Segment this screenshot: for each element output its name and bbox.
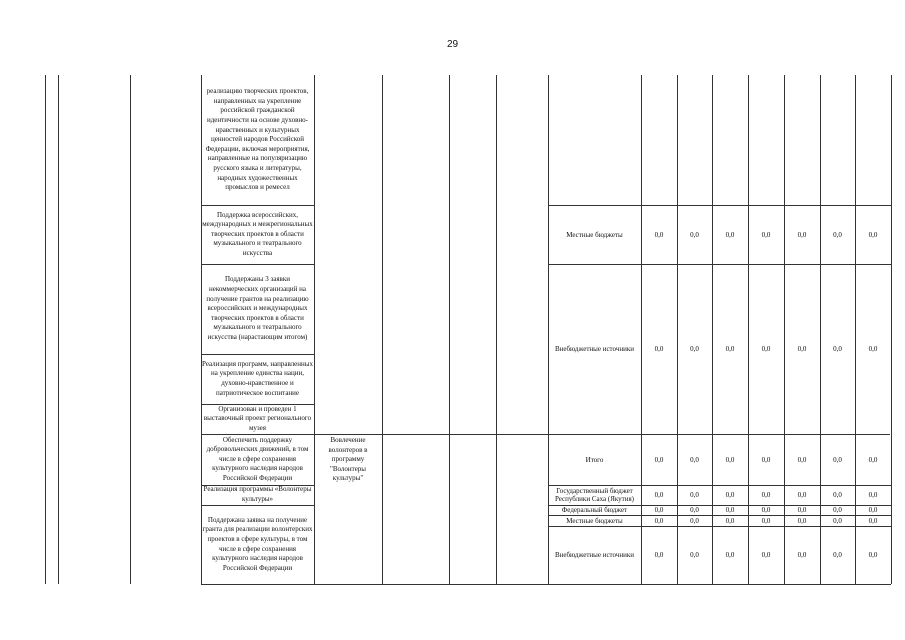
source-label: Местные бюджеты	[566, 516, 623, 525]
amount-cell: 0,0	[761, 516, 771, 525]
amount-cell: 0,0	[725, 455, 735, 464]
amount-cell: 0,0	[797, 506, 807, 514]
result-cell-8: Поддержана заявка на получение гранта для реализации волонтерских проектов в сфере культуры, в том числе в сфере сохранения культурного наследия народов Российской Федерации	[202, 515, 313, 572]
amount-cell: 0,0	[654, 345, 664, 353]
result-cell-5: Организован и проведен 1 выставочный проект регионального музея	[203, 404, 312, 432]
amount-cell: 0,0	[868, 455, 878, 464]
amount-cell: 0,0	[833, 455, 842, 464]
amount-cell: 0,0	[725, 491, 735, 499]
amount-cell: 0,0	[654, 551, 664, 559]
amount-cell: 0,0	[761, 491, 771, 499]
amount-cell: 0,0	[761, 345, 771, 353]
amount-cell: 0,0	[797, 491, 807, 499]
result-cell-4: Реализация программ, направленных на укрепление единства нации, духовно-нравственное и патриотическое воспитание	[202, 359, 313, 397]
amount-cell: 0,0	[833, 506, 842, 514]
amount-cell: 0,0	[797, 455, 807, 464]
result-cell-6: Обеспечить поддержку добровольческих движений, в том числе в сфере сохранения культурного наследия народов Российской Федерации	[206, 435, 309, 482]
amount-cell: 0,0	[833, 491, 842, 499]
result-cell-2: Поддержка всероссийских, международных и межрегиональных творческих проектов в области музыкального и театрального искусства	[202, 210, 313, 257]
result-cell-3: Поддержаны 3 заявки некоммерческих организаций на получение грантов на реализацию всероссийских и международных творческих проектов в области музыкального и театрального искусства (нарастающим итогом)	[206, 275, 309, 341]
amount-cell: 0,0	[797, 551, 807, 559]
amount-cell: 0,0	[690, 491, 699, 499]
amount-cell: 0,0	[654, 506, 664, 514]
amount-cell: 0,0	[761, 506, 771, 514]
amount-cell: 0,0	[725, 230, 735, 239]
amount-cell: 0,0	[690, 230, 699, 239]
amount-cell: 0,0	[797, 345, 807, 353]
amount-cell: 0,0	[833, 230, 842, 239]
amount-cell: 0,0	[868, 491, 878, 499]
amount-cell: 0,0	[797, 230, 807, 239]
amount-cell: 0,0	[690, 551, 699, 559]
amount-cell: 0,0	[833, 551, 842, 559]
amount-cell: 0,0	[690, 516, 699, 525]
source-label: Федеральный бюджет	[561, 506, 628, 514]
amount-cell: 0,0	[654, 455, 664, 464]
source-label: Внебюджетные источники	[554, 345, 635, 353]
amount-cell: 0,0	[690, 345, 699, 353]
amount-cell: 0,0	[690, 506, 699, 514]
source-label: Местные бюджеты	[566, 230, 623, 239]
amount-cell: 0,0	[868, 506, 878, 514]
amount-cell: 0,0	[761, 551, 771, 559]
amount-cell: 0,0	[868, 345, 878, 353]
amount-cell: 0,0	[725, 506, 735, 514]
amount-cell: 0,0	[654, 516, 664, 525]
amount-cell: 0,0	[725, 345, 735, 353]
result-cell-1: реализацию творческих проектов, направленных на укрепление российской гражданской идентичности на основе духовно-нравственных и культурных ценностей народов Российской Федерации, включая мероприятия, направленные на популяризацию русского языка и литературы, народных художественных промыслов и ремесел	[205, 87, 310, 192]
amount-cell: 0,0	[833, 516, 842, 525]
amount-cell: 0,0	[868, 516, 878, 525]
source-label: Государственный бюджет Республики Саха (Якутия)	[554, 487, 635, 503]
source-label: Итого	[585, 455, 604, 464]
page-number: 29	[446, 39, 459, 50]
amount-cell: 0,0	[654, 491, 664, 499]
amount-cell: 0,0	[654, 230, 664, 239]
source-label: Внебюджетные источники	[554, 551, 635, 559]
amount-cell: 0,0	[725, 551, 735, 559]
amount-cell: 0,0	[761, 230, 771, 239]
result-cell-7: Реализация программы «Волонтеры культуры»	[203, 485, 312, 503]
amount-cell: 0,0	[833, 345, 842, 353]
amount-cell: 0,0	[690, 455, 699, 464]
indicator-cell: Вовлечение волонтеров в программу "Волонтеры культуры"	[328, 436, 368, 483]
amount-cell: 0,0	[868, 551, 878, 559]
amount-cell: 0,0	[725, 516, 735, 525]
amount-cell: 0,0	[761, 455, 771, 464]
amount-cell: 0,0	[797, 516, 807, 525]
amount-cell: 0,0	[868, 230, 878, 239]
